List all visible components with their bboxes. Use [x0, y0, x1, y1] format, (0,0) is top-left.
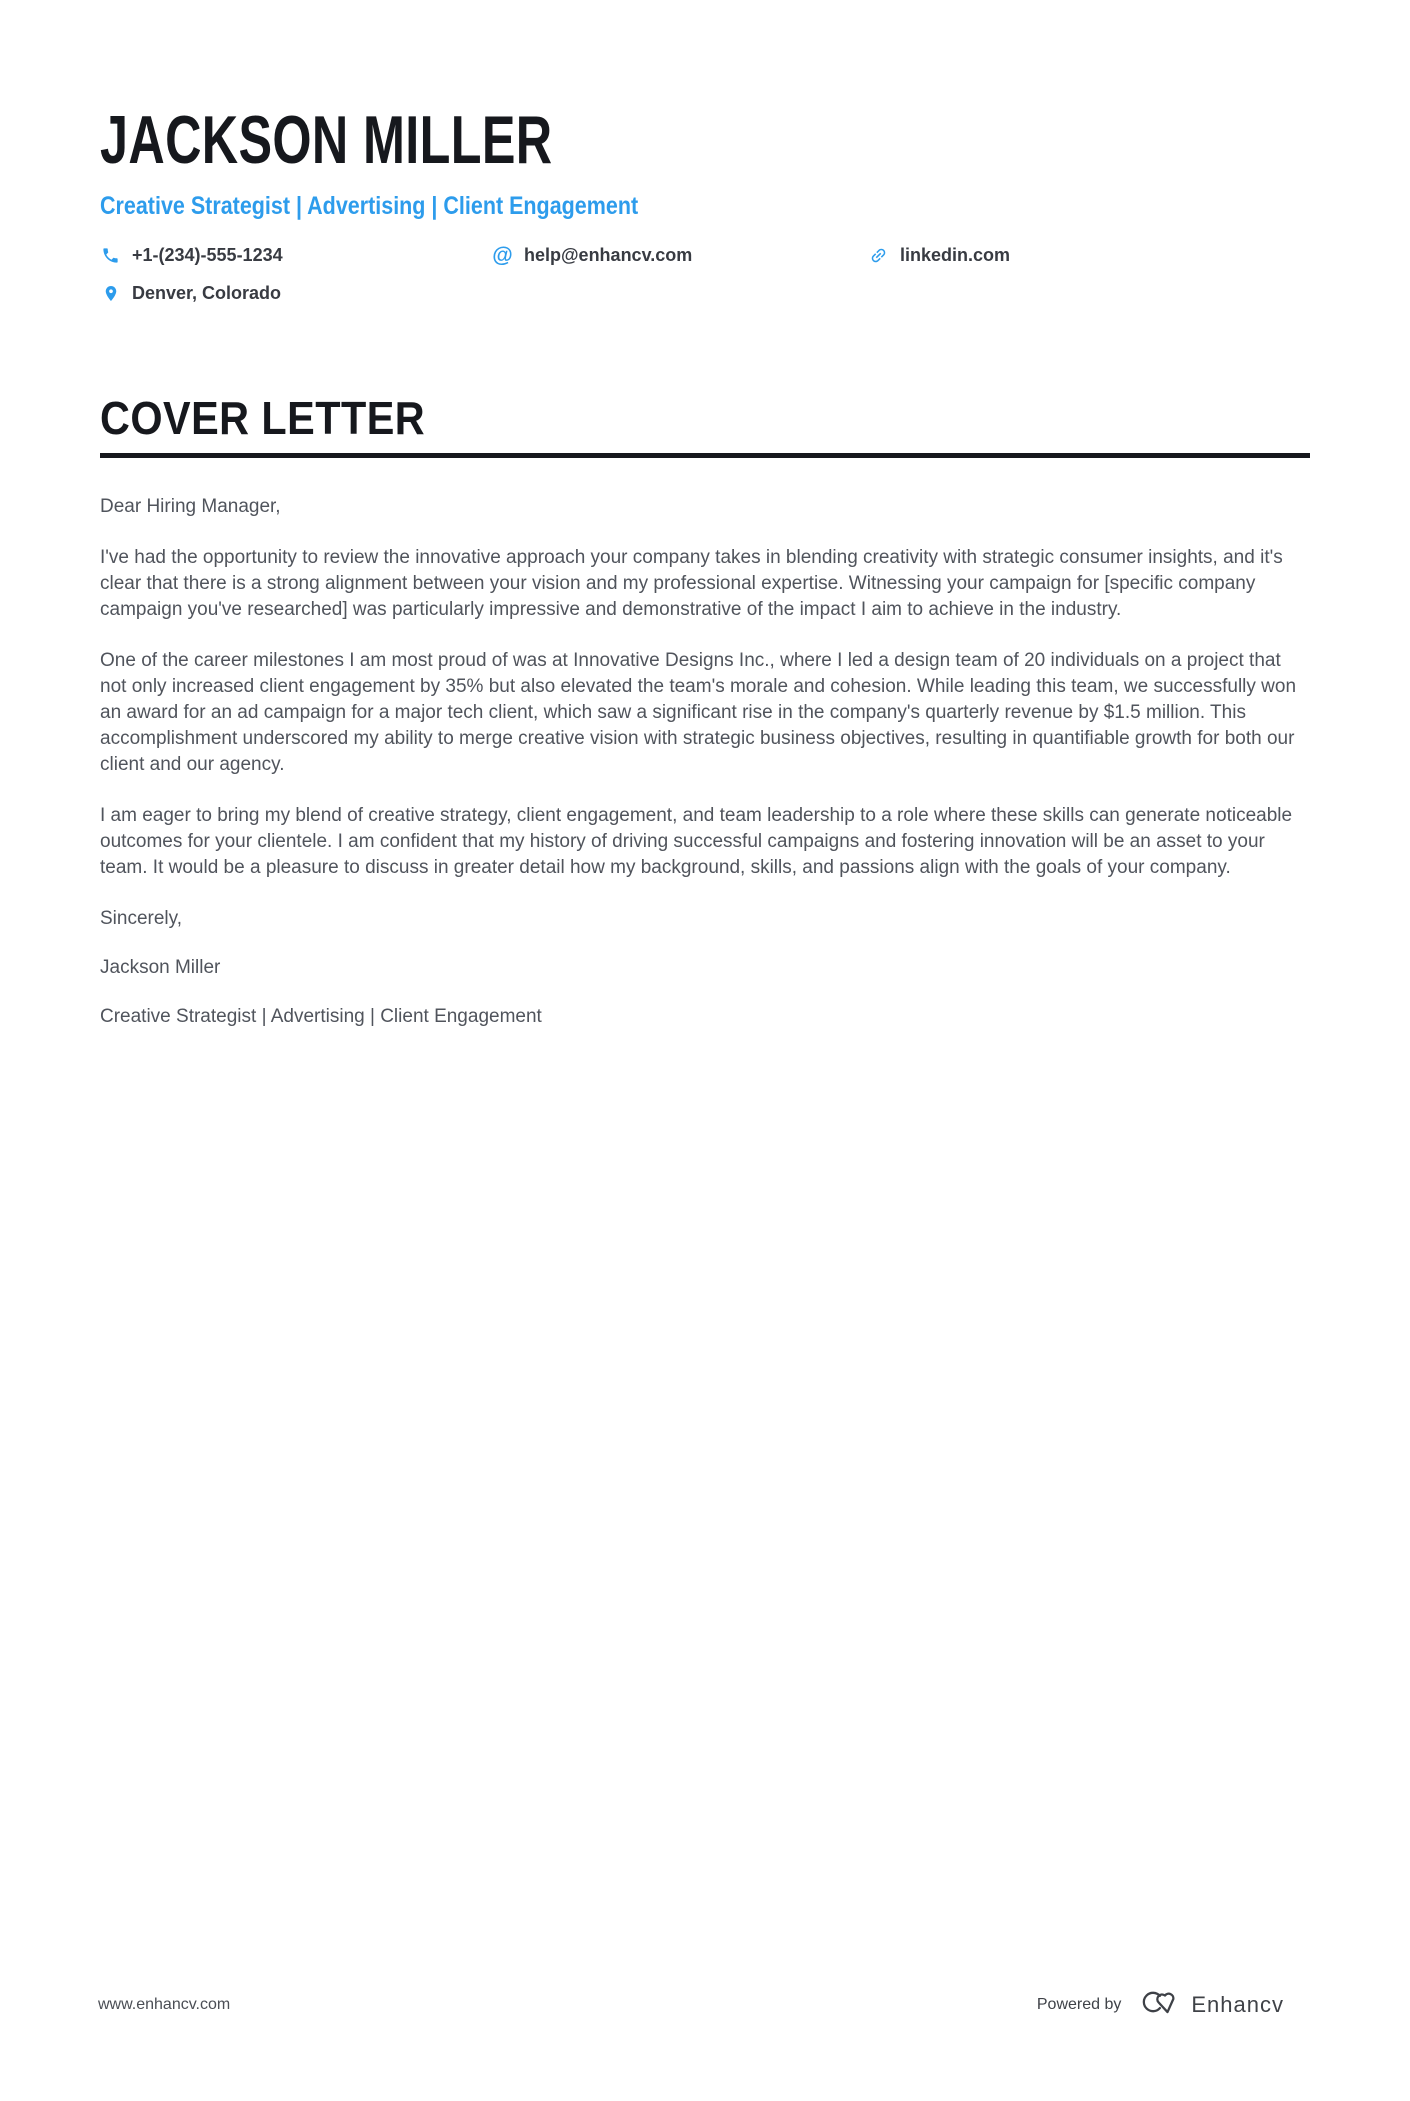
enhancv-logo[interactable]	[1136, 1988, 1284, 2021]
enhancv-logo-icon	[1136, 1988, 1182, 2021]
location-contact	[100, 283, 492, 305]
letter-body	[100, 494, 1310, 1030]
letter-paragraph: One of the career milestones I am most proud of was at Innovative Designs Inc., where I led a design team of 20 individuals on a project that not only increased client engagement by 35% but also elevated the team's morale and cohesion. While leading this team, we successfully won an award for an ad campaign for a major tech client, which saw a significant rise in the company's quarterly revenue by $1.5 million. This accomplishment underscored my ability to merge creative vision with strategic business objectives, resulting in quantifiable growth for both our client and our agency.	[100, 649, 1297, 775]
cover-letter-heading: COVER LETTER	[100, 391, 426, 444]
contact-info	[100, 245, 1310, 305]
brand-wordmark: Enhancv	[1191, 1991, 1284, 2017]
phone-number: +1-(234)-555-1234	[132, 245, 283, 265]
letter-paragraph: I am eager to bring my blend of creative strategy, client engagement, and team leadership to a role where these skills can generate noticeable outcomes for your clientele. I am confident that my history of driving successful campaigns and fostering innovation will be an asset to your team. It would be a pleasure to discuss in greater detail how my background, skills, and passions align with the goals of your company.	[100, 804, 1293, 878]
link-icon	[868, 245, 889, 267]
location-text: Denver, Colorado	[132, 283, 282, 303]
candidate-name: JACKSON MILLER	[100, 102, 553, 178]
signature-name: Jackson Miller	[100, 956, 221, 978]
at-icon: @	[492, 244, 513, 267]
powered-by-label: Powered by	[1036, 1995, 1122, 2013]
powered-by	[1037, 1988, 1284, 2021]
page	[0, 102, 1410, 1030]
email-contact[interactable]	[492, 245, 868, 267]
linkedin-url: linkedin.com	[900, 245, 1011, 265]
heading-divider	[100, 453, 1310, 458]
phone-contact[interactable]	[100, 245, 492, 267]
phone-icon	[100, 245, 121, 267]
signature-title: Creative Strategist | Advertising | Client Engagement	[100, 1005, 542, 1027]
letter-paragraph: I've had the opportunity to review the innovative approach your company takes in blending creativity with strategic consumer insights, and it's clear that there is a strong alignment between your vision and my professional expertise. Witnessing your campaign for [specific company campaign you've researched] was particularly impressive and demonstrative of the impact I aim to achieve in the industry.	[100, 546, 1283, 620]
email-address: help@enhancv.com	[524, 245, 693, 265]
linkedin-contact[interactable]	[868, 245, 1310, 267]
page-footer	[0, 1988, 1410, 2021]
salutation: Dear Hiring Manager,	[100, 495, 281, 517]
closing: Sincerely,	[100, 907, 183, 929]
website-link[interactable]: www.enhancv.com	[98, 1995, 231, 2013]
location-pin-icon	[100, 283, 121, 305]
candidate-title: Creative Strategist | Advertising | Client Engagement	[100, 192, 639, 220]
